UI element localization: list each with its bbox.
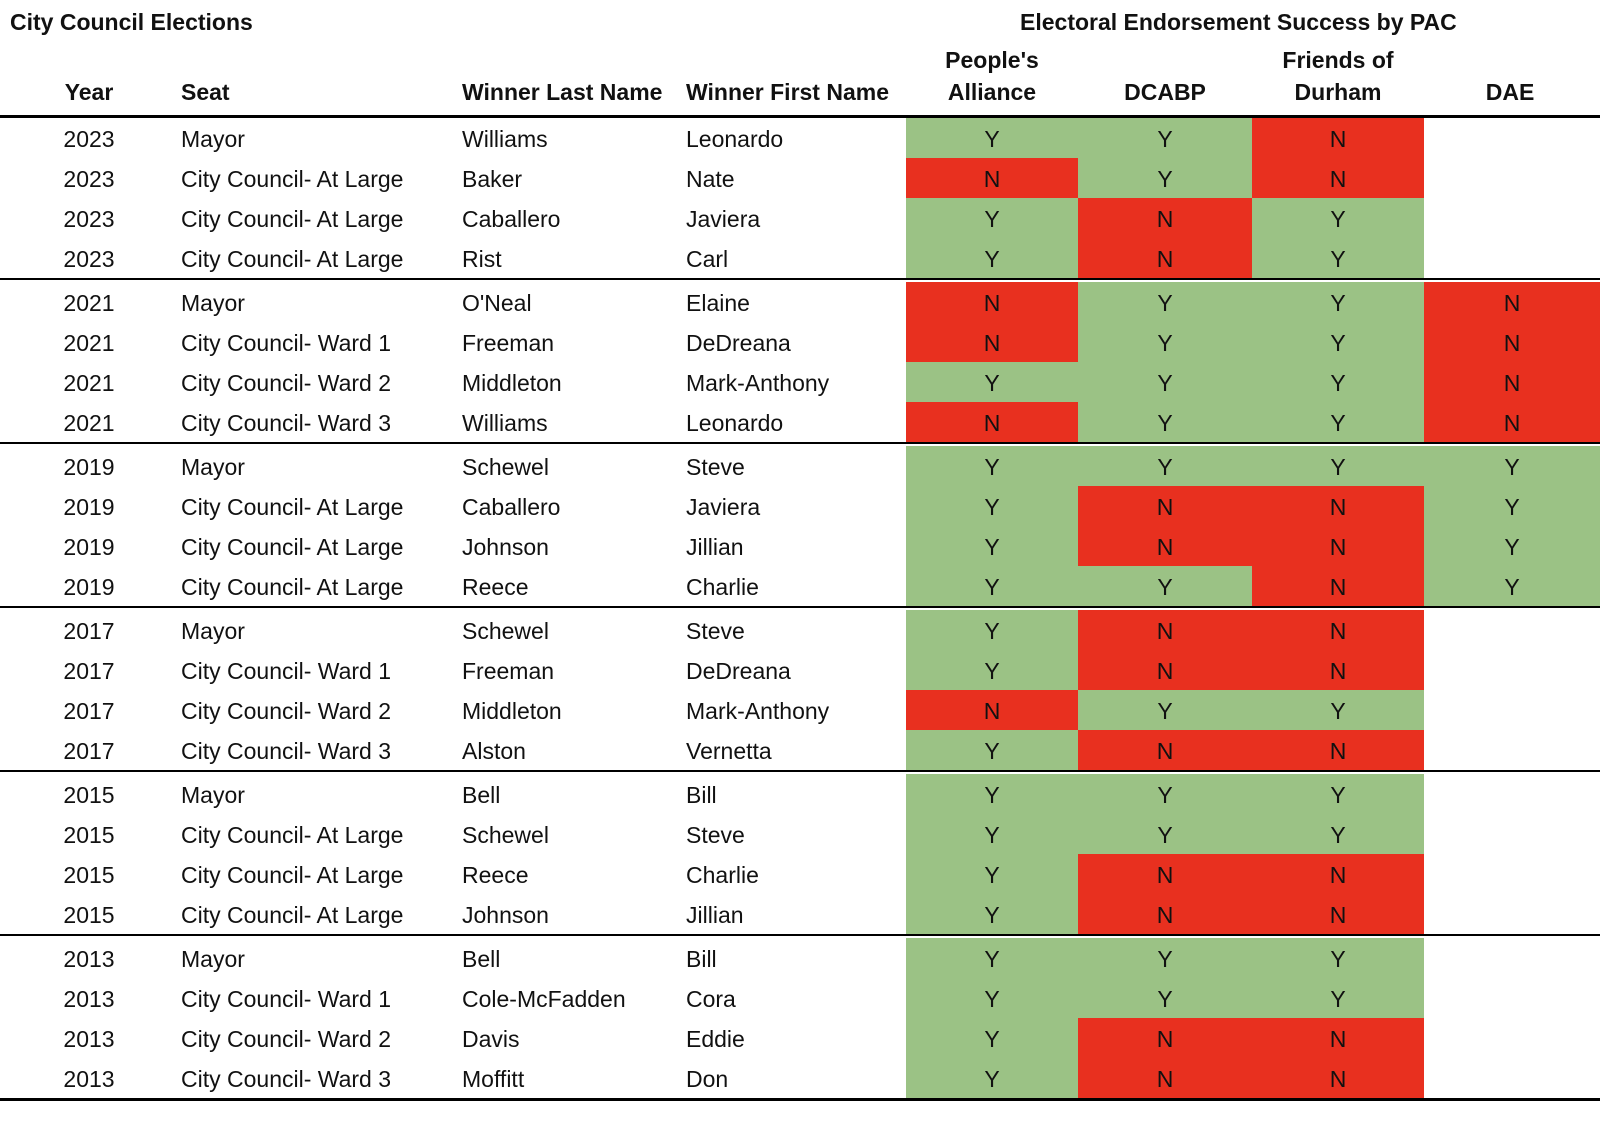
- dcabp-result-cell: Y: [1078, 282, 1252, 322]
- friends-of-durham-result-cell: Y: [1252, 362, 1424, 402]
- seat-cell: City Council- Ward 3: [181, 1066, 392, 1092]
- table-row: [0, 610, 1600, 650]
- year-cell: 2013: [63, 1066, 115, 1092]
- dcabp-result-cell: Y: [1078, 118, 1252, 158]
- friends-of-durham-result-cell: N: [1252, 650, 1424, 690]
- dcabp-result-cell: Y: [1078, 362, 1252, 402]
- first-name-cell: Bill: [686, 946, 717, 972]
- friends-of-durham-result-cell: N: [1252, 1018, 1424, 1058]
- seat-cell: City Council- Ward 3: [181, 410, 392, 436]
- peoples-alliance-result-cell: Y: [906, 526, 1078, 566]
- table-row: [0, 446, 1600, 486]
- last-name-cell: Alston: [462, 738, 526, 764]
- peoples-alliance-result-cell: N: [906, 402, 1078, 442]
- friends-of-durham-result-cell: N: [1252, 486, 1424, 526]
- last-name-cell: Williams: [462, 410, 548, 436]
- seat-cell: City Council- At Large: [181, 494, 404, 520]
- col-header-peoples-alliance-line2: Alliance: [947, 79, 1037, 105]
- year-cell: 2017: [63, 738, 115, 764]
- year-cell: 2023: [63, 126, 115, 152]
- year-cell: 2021: [63, 290, 115, 316]
- friends-of-durham-result-cell: N: [1252, 854, 1424, 894]
- seat-cell: City Council- Ward 3: [181, 738, 392, 764]
- last-name-cell: Schewel: [462, 454, 549, 480]
- dcabp-result-cell: N: [1078, 610, 1252, 650]
- group-separator-rule: [0, 442, 1600, 444]
- sheet-title: City Council Elections: [10, 9, 253, 35]
- dae-result-cell: N: [1424, 402, 1600, 442]
- table-row: [0, 566, 1600, 606]
- group-separator-rule: [0, 606, 1600, 608]
- peoples-alliance-result-cell: Y: [906, 814, 1078, 854]
- dcabp-result-cell: Y: [1078, 322, 1252, 362]
- table-row: [0, 978, 1600, 1018]
- seat-cell: Mayor: [181, 782, 245, 808]
- last-name-cell: Baker: [462, 166, 523, 192]
- col-header-friends-of-durham-line1: Friends of: [1282, 47, 1394, 73]
- dcabp-result-cell: Y: [1078, 446, 1252, 486]
- peoples-alliance-result-cell: N: [906, 322, 1078, 362]
- col-header-year: Year: [64, 79, 114, 105]
- year-cell: 2015: [63, 902, 115, 928]
- friends-of-durham-result-cell: Y: [1252, 282, 1424, 322]
- year-cell: 2019: [63, 574, 115, 600]
- first-name-cell: Charlie: [686, 574, 759, 600]
- year-cell: 2013: [63, 946, 115, 972]
- last-name-cell: Moffitt: [462, 1066, 525, 1092]
- friends-of-durham-result-cell: Y: [1252, 402, 1424, 442]
- table-row: [0, 690, 1600, 730]
- friends-of-durham-result-cell: Y: [1252, 238, 1424, 278]
- seat-cell: City Council- Ward 1: [181, 330, 392, 356]
- first-name-cell: Javiera: [686, 494, 761, 520]
- seat-cell: City Council- Ward 2: [181, 698, 392, 724]
- first-name-cell: Carl: [686, 246, 729, 272]
- dcabp-result-cell: Y: [1078, 938, 1252, 978]
- dae-result-cell: Y: [1424, 486, 1600, 526]
- last-name-cell: Schewel: [462, 618, 549, 644]
- friends-of-durham-result-cell: Y: [1252, 198, 1424, 238]
- last-name-cell: Caballero: [462, 494, 561, 520]
- col-header-peoples-alliance-line1: People's: [945, 47, 1039, 73]
- peoples-alliance-result-cell: Y: [906, 938, 1078, 978]
- first-name-cell: Don: [686, 1066, 729, 1092]
- seat-cell: Mayor: [181, 126, 245, 152]
- dcabp-result-cell: N: [1078, 198, 1252, 238]
- last-name-cell: Schewel: [462, 822, 549, 848]
- peoples-alliance-result-cell: Y: [906, 362, 1078, 402]
- seat-cell: City Council- Ward 2: [181, 1026, 392, 1052]
- friends-of-durham-result-cell: Y: [1252, 446, 1424, 486]
- friends-of-durham-result-cell: Y: [1252, 690, 1424, 730]
- dcabp-result-cell: Y: [1078, 774, 1252, 814]
- last-name-cell: Reece: [462, 862, 529, 888]
- seat-cell: Mayor: [181, 454, 245, 480]
- dcabp-result-cell: N: [1078, 486, 1252, 526]
- last-name-cell: Rist: [462, 246, 502, 272]
- seat-cell: Mayor: [181, 290, 245, 316]
- friends-of-durham-result-cell: N: [1252, 730, 1424, 770]
- peoples-alliance-result-cell: Y: [906, 854, 1078, 894]
- dcabp-result-cell: N: [1078, 526, 1252, 566]
- dcabp-result-cell: Y: [1078, 690, 1252, 730]
- last-name-cell: Bell: [462, 782, 501, 808]
- peoples-alliance-result-cell: Y: [906, 610, 1078, 650]
- seat-cell: City Council- At Large: [181, 902, 404, 928]
- table-row: [0, 158, 1600, 198]
- seat-cell: Mayor: [181, 618, 245, 644]
- friends-of-durham-result-cell: N: [1252, 610, 1424, 650]
- friends-of-durham-result-cell: Y: [1252, 814, 1424, 854]
- dcabp-result-cell: Y: [1078, 814, 1252, 854]
- table-row: [0, 486, 1600, 526]
- year-cell: 2013: [63, 1026, 115, 1052]
- friends-of-durham-result-cell: N: [1252, 158, 1424, 198]
- peoples-alliance-result-cell: Y: [906, 118, 1078, 158]
- year-cell: 2017: [63, 658, 115, 684]
- last-name-cell: Middleton: [462, 370, 562, 396]
- table-row: [0, 526, 1600, 566]
- col-header-last-name: Winner Last Name: [462, 79, 663, 105]
- col-header-dcabp: DCABP: [1124, 79, 1206, 105]
- peoples-alliance-result-cell: N: [906, 690, 1078, 730]
- seat-cell: City Council- Ward 1: [181, 986, 392, 1012]
- dcabp-result-cell: Y: [1078, 158, 1252, 198]
- table-row: [0, 362, 1600, 402]
- table-row: [0, 118, 1600, 158]
- peoples-alliance-result-cell: Y: [906, 566, 1078, 606]
- first-name-cell: Bill: [686, 782, 717, 808]
- friends-of-durham-result-cell: N: [1252, 526, 1424, 566]
- friends-of-durham-result-cell: N: [1252, 894, 1424, 934]
- year-cell: 2019: [63, 534, 115, 560]
- friends-of-durham-result-cell: Y: [1252, 938, 1424, 978]
- seat-cell: City Council- Ward 2: [181, 370, 392, 396]
- peoples-alliance-result-cell: Y: [906, 730, 1078, 770]
- table-row: [0, 938, 1600, 978]
- first-name-cell: Leonardo: [686, 410, 784, 436]
- dae-result-cell: Y: [1424, 526, 1600, 566]
- first-name-cell: Nate: [686, 166, 735, 192]
- last-name-cell: Freeman: [462, 658, 555, 684]
- table-row: [0, 1018, 1600, 1058]
- first-name-cell: Steve: [686, 822, 745, 848]
- year-cell: 2019: [63, 494, 115, 520]
- friends-of-durham-result-cell: Y: [1252, 978, 1424, 1018]
- first-name-cell: Vernetta: [686, 738, 772, 764]
- dcabp-result-cell: N: [1078, 730, 1252, 770]
- peoples-alliance-result-cell: Y: [906, 238, 1078, 278]
- last-name-cell: Freeman: [462, 330, 555, 356]
- table-row: [0, 1058, 1600, 1098]
- col-header-friends-of-durham-line2: Durham: [1294, 79, 1382, 105]
- last-name-cell: Cole-McFadden: [462, 986, 626, 1012]
- first-name-cell: DeDreana: [686, 658, 791, 684]
- dcabp-result-cell: Y: [1078, 402, 1252, 442]
- dcabp-result-cell: N: [1078, 894, 1252, 934]
- peoples-alliance-result-cell: Y: [906, 774, 1078, 814]
- last-name-cell: O'Neal: [462, 290, 532, 316]
- last-name-cell: Davis: [462, 1026, 520, 1052]
- first-name-cell: Mark-Anthony: [686, 370, 830, 396]
- first-name-cell: Steve: [686, 618, 745, 644]
- first-name-cell: Eddie: [686, 1026, 745, 1052]
- first-name-cell: Mark-Anthony: [686, 698, 830, 724]
- year-cell: 2017: [63, 618, 115, 644]
- last-name-cell: Williams: [462, 126, 548, 152]
- last-name-cell: Middleton: [462, 698, 562, 724]
- year-cell: 2015: [63, 782, 115, 808]
- seat-cell: City Council- At Large: [181, 574, 404, 600]
- last-name-cell: Johnson: [462, 534, 549, 560]
- year-cell: 2019: [63, 454, 115, 480]
- dae-result-cell: N: [1424, 322, 1600, 362]
- first-name-cell: Jillian: [686, 534, 744, 560]
- table-row: [0, 650, 1600, 690]
- seat-cell: City Council- At Large: [181, 206, 404, 232]
- table-row: [0, 238, 1600, 278]
- year-cell: 2015: [63, 822, 115, 848]
- year-cell: 2015: [63, 862, 115, 888]
- group-separator-rule: [0, 1098, 1600, 1101]
- peoples-alliance-result-cell: N: [906, 158, 1078, 198]
- seat-cell: City Council- At Large: [181, 534, 404, 560]
- first-name-cell: Cora: [686, 986, 736, 1012]
- peoples-alliance-result-cell: Y: [906, 1018, 1078, 1058]
- peoples-alliance-result-cell: Y: [906, 198, 1078, 238]
- dae-result-cell: N: [1424, 362, 1600, 402]
- dae-result-cell: Y: [1424, 566, 1600, 606]
- table-row: [0, 854, 1600, 894]
- col-header-dae: DAE: [1485, 79, 1535, 105]
- group-separator-rule: [0, 278, 1600, 280]
- dcabp-result-cell: N: [1078, 238, 1252, 278]
- friends-of-durham-result-cell: N: [1252, 566, 1424, 606]
- year-cell: 2013: [63, 986, 115, 1012]
- group-separator-rule: [0, 934, 1600, 936]
- peoples-alliance-result-cell: N: [906, 282, 1078, 322]
- peoples-alliance-result-cell: Y: [906, 650, 1078, 690]
- table-row: [0, 894, 1600, 934]
- first-name-cell: Leonardo: [686, 126, 784, 152]
- year-cell: 2023: [63, 246, 115, 272]
- seat-cell: Mayor: [181, 946, 245, 972]
- year-cell: 2021: [63, 410, 115, 436]
- peoples-alliance-result-cell: Y: [906, 1058, 1078, 1098]
- first-name-cell: Jillian: [686, 902, 744, 928]
- first-name-cell: Steve: [686, 454, 745, 480]
- first-name-cell: DeDreana: [686, 330, 791, 356]
- peoples-alliance-result-cell: Y: [906, 446, 1078, 486]
- seat-cell: City Council- At Large: [181, 862, 404, 888]
- friends-of-durham-result-cell: N: [1252, 1058, 1424, 1098]
- table-row: [0, 774, 1600, 814]
- year-cell: 2017: [63, 698, 115, 724]
- col-header-first-name: Winner First Name: [686, 79, 890, 105]
- first-name-cell: Charlie: [686, 862, 759, 888]
- peoples-alliance-result-cell: Y: [906, 486, 1078, 526]
- dae-result-cell: N: [1424, 282, 1600, 322]
- friends-of-durham-result-cell: Y: [1252, 322, 1424, 362]
- table-row: [0, 322, 1600, 362]
- seat-cell: City Council- At Large: [181, 822, 404, 848]
- dcabp-result-cell: N: [1078, 1018, 1252, 1058]
- last-name-cell: Reece: [462, 574, 529, 600]
- table-row: [0, 730, 1600, 770]
- peoples-alliance-result-cell: Y: [906, 894, 1078, 934]
- dcabp-result-cell: Y: [1078, 566, 1252, 606]
- table-row: [0, 814, 1600, 854]
- year-cell: 2021: [63, 370, 115, 396]
- dae-result-cell: Y: [1424, 446, 1600, 486]
- dcabp-result-cell: N: [1078, 854, 1252, 894]
- pac-section-title: Electoral Endorsement Success by PAC: [1020, 9, 1457, 35]
- first-name-cell: Elaine: [686, 290, 750, 316]
- table-row: [0, 402, 1600, 442]
- dcabp-result-cell: N: [1078, 1058, 1252, 1098]
- peoples-alliance-result-cell: Y: [906, 978, 1078, 1018]
- last-name-cell: Johnson: [462, 902, 549, 928]
- friends-of-durham-result-cell: Y: [1252, 774, 1424, 814]
- table-row: [0, 282, 1600, 322]
- year-cell: 2021: [63, 330, 115, 356]
- last-name-cell: Bell: [462, 946, 501, 972]
- year-cell: 2023: [63, 206, 115, 232]
- friends-of-durham-result-cell: N: [1252, 118, 1424, 158]
- dcabp-result-cell: N: [1078, 650, 1252, 690]
- seat-cell: City Council- At Large: [181, 246, 404, 272]
- last-name-cell: Caballero: [462, 206, 561, 232]
- table-row: [0, 198, 1600, 238]
- year-cell: 2023: [63, 166, 115, 192]
- seat-cell: City Council- Ward 1: [181, 658, 392, 684]
- seat-cell: City Council- At Large: [181, 166, 404, 192]
- first-name-cell: Javiera: [686, 206, 761, 232]
- group-separator-rule: [0, 770, 1600, 772]
- col-header-seat: Seat: [181, 79, 230, 105]
- dcabp-result-cell: Y: [1078, 978, 1252, 1018]
